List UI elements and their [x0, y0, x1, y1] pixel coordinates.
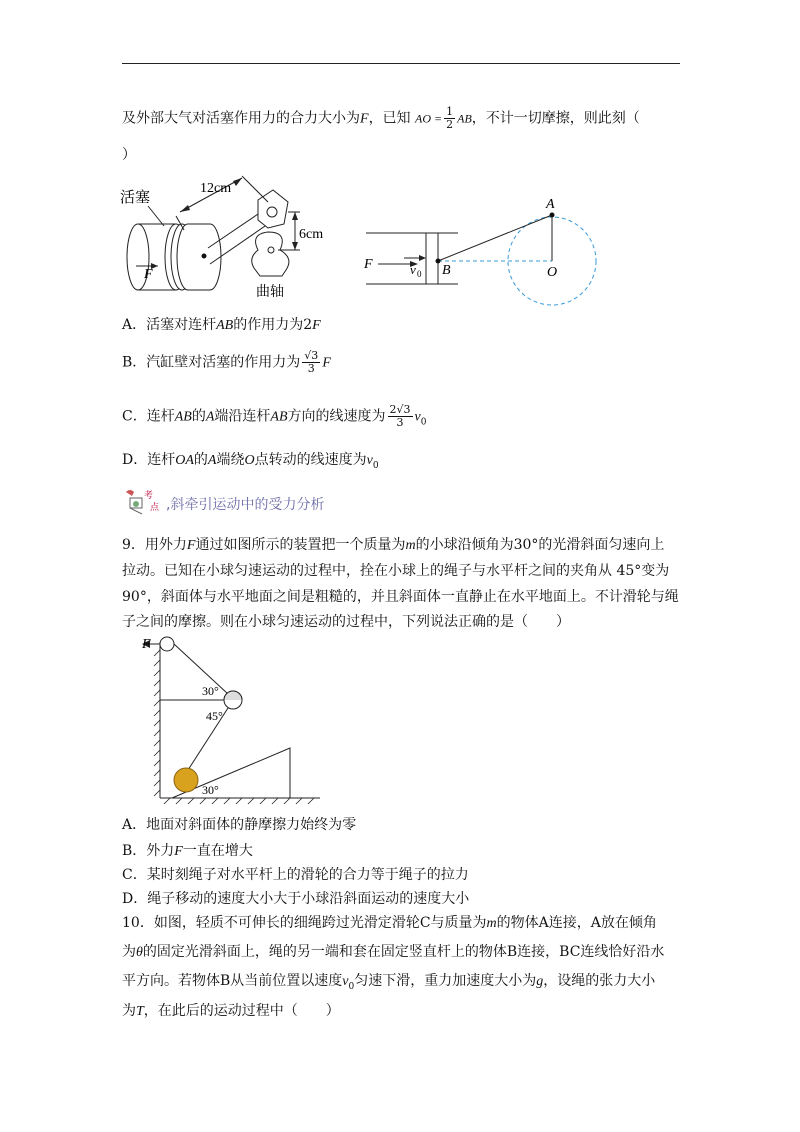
q10-line3 — [122, 970, 655, 998]
dim-12cm-arrow-2 — [233, 178, 242, 186]
q9-line1-F: F — [186, 538, 196, 553]
q8-optB-num: √3 — [304, 349, 319, 362]
q8-optD-vsub: 0 — [372, 460, 379, 471]
piston-leader-line — [148, 206, 164, 226]
q8-figure-piston — [118, 172, 348, 300]
q8-optD-O: O — [244, 453, 255, 468]
q8-optA-AB: AB — [216, 318, 234, 333]
crank-base — [252, 232, 289, 276]
q8-optD-text: D．连杆 — [122, 452, 176, 468]
q8-optA-text: A．活塞对连杆 — [122, 317, 217, 333]
q10-line2-b: 的固定光滑斜面上，绳的另一端和套在固定竖直杆上的物体B连接，BC连线恰好沿水 — [142, 944, 665, 960]
q8-optC-den: 3 — [396, 416, 404, 429]
q10-line1-b: 的物体A连接，A放在倾角 — [496, 915, 657, 931]
q8-optD-v: v — [366, 453, 373, 468]
q9-line4: 子之间的摩擦。则在小球匀速运动的过程中，下列说法正确的是（ ） — [122, 614, 570, 630]
q8-optC-vsub: 0 — [420, 417, 427, 428]
q9-line1-a: 9．用外力 — [122, 537, 187, 553]
q8-option-c — [122, 404, 426, 433]
q9-line1-c: 的小球沿倾角为30°的光滑斜面匀速向上 — [415, 537, 665, 553]
crank-pin — [267, 207, 277, 217]
q8-optC-AB1: AB — [174, 409, 192, 425]
fig2-label-B: B — [442, 263, 451, 278]
wall-hatching — [154, 650, 160, 796]
fig2-label-A: A — [546, 197, 555, 212]
q8-stem-text-3: ，不计一切摩擦，则此刻（ — [471, 110, 640, 127]
q8-option-b — [122, 350, 331, 375]
fig2-label-v-sub: 0 — [417, 269, 422, 279]
q8-optC-mid2: 端沿连杆 — [214, 408, 271, 425]
q8-optD-mid1: 的 — [193, 452, 208, 468]
q9-option-a: A．地面对斜面体的静摩擦力始终为零 — [122, 817, 357, 833]
q8-figure-schematic — [358, 192, 608, 310]
q10-line1-a: 10．如图，轻质不可伸长的细绳跨过光滑定滑轮C与质量为 — [122, 915, 487, 931]
ground-hatching — [164, 798, 314, 804]
rod-AB — [438, 215, 552, 261]
q10-line3-vsub: 0 — [348, 981, 355, 992]
q8-optC-mid1: 的 — [191, 408, 206, 425]
q8-option-d — [122, 449, 379, 477]
q9-optB-F: F — [174, 844, 183, 859]
knowledge-point-label: ,斜牵引运动中的受力分析 — [166, 497, 325, 513]
q8-eq-fraction — [444, 106, 455, 131]
fig1-label-12cm: 12cm — [200, 181, 232, 196]
q9-line3: 90°，斜面体与水平地面之间是粗糙的，并且斜面体一直静止在水平地面上。不计滑轮与绳 — [122, 589, 679, 605]
q9-line1-b: 通过如图所示的装置把一个质量为 — [195, 537, 406, 553]
dim-12cm-arrow-1 — [180, 205, 190, 212]
velocity-arrowhead — [419, 255, 426, 261]
q9-option-c: C．某时刻绳子对水平杆上的滑轮的合力等于绳子的拉力 — [122, 867, 469, 883]
q8-optB-text: B．汽缸壁对活塞的作用力为 — [122, 354, 301, 371]
q8-stem-F: F — [360, 111, 369, 127]
q9-line2: 拉动。已知在小球匀速运动的过程中，拴在小球上的绳子与水平杆之间的夹角从 45°变为 — [122, 563, 670, 579]
q9-fig-label-F: F — [142, 637, 151, 652]
dim-6cm-arrow-2 — [292, 242, 298, 250]
q8-frac-num: 1 — [446, 105, 454, 118]
q10-line1 — [122, 912, 657, 935]
fig1-label-6cm: 6cm — [299, 227, 324, 242]
icon-text-2: 点 — [150, 503, 160, 513]
knowledge-point-text: 斜牵引运动中的受力分析 — [170, 497, 325, 513]
q8-optD-mid3: 点转动的线速度为 — [254, 452, 367, 468]
q8-optD-OA: OA — [175, 453, 194, 468]
q10-line3-b: 匀速下滑，重力加速度大小为 — [354, 973, 537, 989]
q8-optD-A: A — [207, 453, 217, 468]
point-B — [436, 259, 441, 264]
q8-optC-mid3: 方向的线速度为 — [287, 408, 386, 425]
q10-line2-a: 为 — [122, 944, 136, 960]
piston-pin — [202, 254, 207, 259]
q8-optC-v: v — [414, 409, 421, 425]
q8-stem-text-1: 及外部大气对活塞作用力的合力大小为 — [122, 110, 360, 127]
crank-axle — [268, 247, 274, 253]
q10-line3-g: g — [536, 974, 544, 989]
q8-stem-line1 — [122, 106, 640, 131]
q10-line2 — [122, 941, 664, 964]
q8-optD-mid2: 端绕 — [216, 452, 245, 468]
top-pulley — [160, 637, 174, 651]
icon-book-line — [130, 508, 142, 514]
q8-optB-den: 3 — [307, 362, 315, 375]
yellow-ball — [174, 768, 198, 792]
q9-figure — [122, 630, 332, 805]
knowledge-point-icon — [122, 486, 166, 520]
q9-line1 — [122, 534, 664, 557]
rope-upper — [174, 644, 228, 694]
q8-option-a — [122, 314, 321, 337]
fig2-label-F: F — [364, 257, 373, 272]
q10-line4-T: T — [136, 1004, 144, 1019]
q8-stem-text-2: ，已知 — [368, 110, 411, 127]
icon-leaf — [126, 490, 134, 496]
q8-optC-num: 2√3 — [389, 403, 411, 416]
header-rule — [122, 63, 680, 64]
q9-fig-label-30-top: 30° — [202, 684, 219, 698]
q10-line4-a: 为 — [122, 1003, 136, 1019]
q10-line3-v: v — [342, 974, 349, 989]
icon-text-1: 考 — [144, 491, 154, 501]
fig2-label-O: O — [547, 265, 558, 280]
q10-line3-c: ，设绳的张力大小 — [543, 973, 656, 989]
q9-fig-label-30-bottom: 30° — [202, 783, 219, 797]
fig1-label-piston: 活塞 — [120, 190, 151, 206]
q8-optC-AB2: AB — [270, 409, 288, 425]
dim-12cm-ext-2 — [242, 176, 268, 202]
q8-stem-close: ） — [122, 147, 136, 163]
icon-dot — [133, 501, 139, 507]
piston-block — [426, 233, 438, 284]
q10-line4 — [122, 1000, 340, 1023]
fig1-label-F: F — [144, 267, 153, 282]
q8-optB-fraction — [302, 350, 320, 375]
q8-optA-F: F — [312, 318, 321, 333]
point-A — [550, 213, 555, 218]
q9-fig-label-45: 45° — [206, 709, 223, 723]
q10-line3-a: 平方向。若物体B从当前位置以速度 — [122, 973, 343, 989]
q8-eq-lhs: AO = — [415, 111, 443, 126]
q9-option-b — [122, 840, 253, 863]
q8-optC-A: A — [205, 409, 215, 425]
q8-optA-mid: 的作用力为2 — [233, 317, 313, 333]
q9-option-d: D．绳子移动的速度大小大于小球沿斜面运动的速度大小 — [122, 891, 470, 907]
q9-optB-a: B．外力 — [122, 843, 175, 859]
q9-optB-b: 一直在增大 — [182, 843, 253, 859]
q10-line2-theta: θ — [136, 945, 143, 960]
q10-line4-b: ，在此后的运动过程中（ ） — [143, 1003, 340, 1019]
fig2-label-v: v — [410, 262, 416, 277]
q10-line1-m: m — [486, 916, 497, 931]
q9-line1-m: m — [405, 538, 416, 553]
q8-eq-rhs: AB — [457, 111, 472, 126]
q8-optC-text: C．连杆 — [122, 408, 175, 425]
q8-frac-den: 2 — [446, 118, 454, 131]
dim-6cm-arrow-1 — [292, 212, 298, 220]
q8-optC-fraction — [388, 404, 413, 429]
fig1-label-crank: 曲轴 — [256, 285, 284, 300]
q8-optB-F: F — [322, 355, 331, 371]
